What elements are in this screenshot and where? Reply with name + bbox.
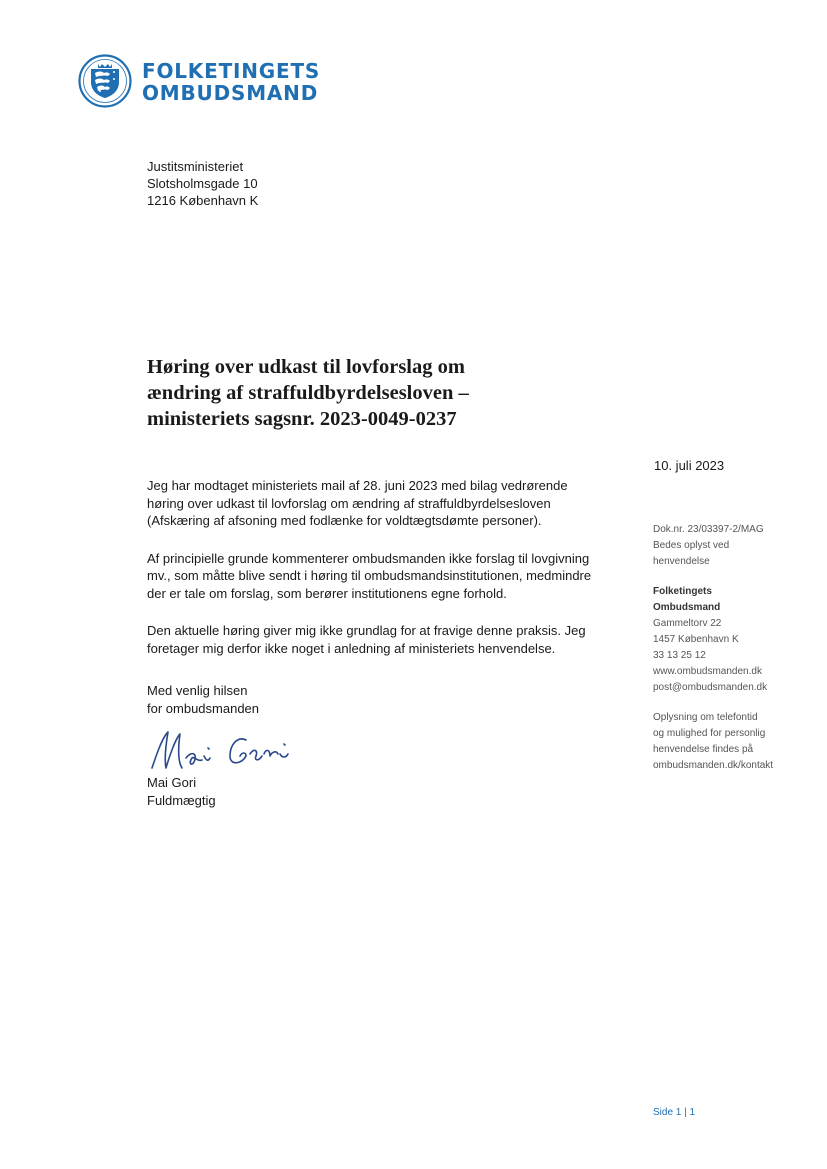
recipient-line: Slotsholmsgade 10 [147,176,258,191]
contact-line: Oplysning om telefontid [653,712,758,723]
recipient-line: 1216 København K [147,193,259,208]
letter-title [147,354,587,432]
body-line: foretager mig derfor ikke noget i anledning af ministeriets henvendelse. [147,640,556,656]
signer-name: Mai Gori [147,775,197,790]
email-link[interactable]: post@ombudsmanden.dk [653,682,768,693]
closing-line: for ombudsmanden [147,701,260,716]
title-line: Høring over udkast til lovforslag om [147,356,465,378]
body-line: der er tale om forslag, som berører institutionens egne forhold. [147,585,507,601]
page-number: Side 1 | 1 [653,1107,696,1118]
closing [147,682,259,718]
contact-info [653,710,773,774]
org-name-line: Folketingets [653,586,712,597]
brand-name-line2: OMBUDSMAND [142,81,319,105]
sender-address [653,584,773,696]
body-line: mv., som måtte blive sendt i høring til ombudsmandsinstitutionen, medmindre [147,568,592,583]
phone-number: 33 13 25 12 [653,650,706,661]
body-line: Jeg har modtaget ministeriets mail af 28. juni 2023 med bilag vedrørende [147,478,568,493]
body-line: høring over udkast til lovforslag om ændring af straffuldbyrdelsesloven [147,495,551,511]
doc-ref-line: henvendelse [653,556,710,567]
signer-block [147,774,216,810]
letter-date: 10. juli 2023 [654,458,725,473]
signature [146,718,316,780]
doc-ref-line: Bedes oplyst ved [653,540,730,551]
recipient-line: Justitsministeriet [147,159,244,174]
signer-role: Fuldmægtig [147,793,216,808]
doc-ref-line: Dok.nr. 23/03397-2/MAG [653,524,764,535]
recipient-address [147,158,258,209]
document-reference [653,522,773,570]
address-line: Gammeltorv 22 [653,618,722,629]
address-line: 1457 København K [653,634,739,645]
title-line: ændring af straffuldbyrdelsesloven – [147,382,469,404]
letter-body [147,457,627,677]
contact-link[interactable]: ombudsmanden.dk/kontakt [653,760,774,771]
body-line: Den aktuelle høring giver mig ikke grundlag for at fravige denne praksis. Jeg [147,623,586,638]
sidebar-info [653,522,773,788]
org-name-line: Ombudsmand [653,602,721,613]
closing-line: Med venlig hilsen [147,683,248,698]
brand-name-line1: FOLKETINGETS [142,59,321,83]
contact-line: og mulighed for personlig [653,728,766,739]
title-line: ministeriets sagsnr. 2023-0049-0237 [147,408,457,430]
body-line: (Afskæring af afsoning med fodlænke for voldtægtsdømte personer). [147,513,542,528]
website-link[interactable]: www.ombudsmanden.dk [653,666,762,677]
coat-of-arms-icon [78,54,132,108]
contact-line: henvendelse findes på [653,744,754,755]
logo [78,54,338,112]
body-line: Af principielle grunde kommenterer ombudsmanden ikke forslag til lovgivning [147,550,590,566]
